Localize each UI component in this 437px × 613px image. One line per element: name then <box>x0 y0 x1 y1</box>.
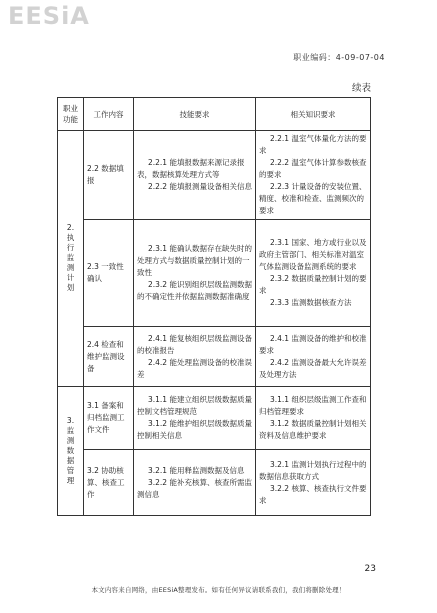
skill-item: 3.1.1 能建立组织层级数据质量控制文档管理规范 <box>137 395 252 416</box>
header-work-content: 工作内容 <box>84 98 134 131</box>
header-function: 职业功能 <box>58 98 84 131</box>
occupation-code: 职业编码：4-09-07-04 <box>293 53 385 62</box>
skill-item: 2.4.2 能处理监测设备的校准误差 <box>137 357 252 379</box>
table-row <box>58 387 371 450</box>
knowledge-item: 2.4.1 监测设备的维护和校准要求 <box>259 333 367 355</box>
skills-cell <box>134 450 256 516</box>
skill-item: 3.1.2 能维护组织层级数据质量控制相关信息 <box>137 419 252 440</box>
knowledge-cell <box>256 327 371 387</box>
skill-item: 3.2.2 能补充核算、核查所需监测信息 <box>137 477 252 499</box>
knowledge-item: 2.2.2 温室气体计算参数核查的要求 <box>259 158 367 179</box>
table-header-row <box>58 98 371 131</box>
eesia-logo: EESiA <box>8 2 90 30</box>
knowledge-item: 2.2.1 温室气体量化方法的要求 <box>259 134 367 155</box>
skills-cell <box>134 220 256 327</box>
knowledge-cell <box>256 450 371 516</box>
skill-item: 3.2.1 能用释监测数据及信息 <box>148 465 245 475</box>
header-knowledge-requirements: 相关知识要求 <box>256 98 371 131</box>
footer-notice: 本文内容来自网络，由EESiA整理发布。如有任何异议请联系我们，我们将删除处理！ <box>91 586 346 594</box>
knowledge-item: 3.1.1 组织层级监测工作查和归档管理要求 <box>259 395 367 416</box>
function-area-label: 3. 监测数据管理 <box>66 415 75 485</box>
function-area-3 <box>58 387 84 516</box>
skill-item: 2.3.2 能识别组织层级监测数据的不确定性并依据监测数据准确度 <box>137 280 252 301</box>
skill-item: 2.2.1 能填报数据来源记录报表，数据核算处理方式等 <box>137 158 245 179</box>
knowledge-item: 2.4.2 监测设备最大允许误差及处理方法 <box>259 357 367 379</box>
work-content-cell: 2.2 数据填报 <box>84 131 134 220</box>
table-row <box>58 220 371 327</box>
skills-cell <box>134 131 256 220</box>
skill-item: 2.3.1 能确认数据存在缺失时的处理方式与数据质量控制计划的一致性 <box>137 244 252 277</box>
function-area-2 <box>58 131 84 387</box>
skills-table <box>57 97 371 516</box>
knowledge-item: 2.3.1 国家、地方或行业以及政府主管部门、相关标准对温室气体监测设备监测系统的要求 <box>259 238 367 271</box>
knowledge-item: 2.3.2 数据质量控制计划的要求 <box>259 274 367 295</box>
skill-item: 2.2.2 能填报测量设备相关信息 <box>148 182 252 191</box>
knowledge-item: 3.1.2 数据质量控制计划相关资料及信息维护要求 <box>259 419 367 440</box>
knowledge-item: 2.3.3 监测数据核查方法 <box>270 298 352 307</box>
header-skill-requirements: 技能要求 <box>134 98 256 131</box>
table-row <box>58 327 371 387</box>
table-row <box>58 450 371 516</box>
continued-label: 续表 <box>351 83 371 94</box>
knowledge-item: 3.2.1 监测计划执行过程中的数据信息获取方式 <box>259 459 367 481</box>
work-content-cell: 3.2 协助核算、核查工作 <box>84 450 134 516</box>
table-row <box>58 131 371 220</box>
work-content-cell: 2.3 一致性确认 <box>84 220 134 327</box>
knowledge-item: 2.2.3 计量设备的安装位置、精度、校准和检查、监测频次的要求 <box>259 182 367 215</box>
knowledge-item: 3.2.2 核算、核查执行文件要求 <box>259 483 367 505</box>
function-area-label: 2. 执行监测计划 <box>66 223 75 292</box>
knowledge-cell <box>256 220 371 327</box>
knowledge-cell <box>256 387 371 450</box>
page-number: 23 <box>364 564 376 574</box>
work-content-cell: 3.1 备案和归档监测工作文件 <box>84 387 134 450</box>
knowledge-cell <box>256 131 371 220</box>
skills-cell <box>134 327 256 387</box>
skills-cell <box>134 387 256 450</box>
skill-item: 2.4.1 能复核组织层级监测设备的校准报告 <box>137 333 252 355</box>
work-content-cell: 2.4 检查和维护监测设备 <box>84 327 134 387</box>
